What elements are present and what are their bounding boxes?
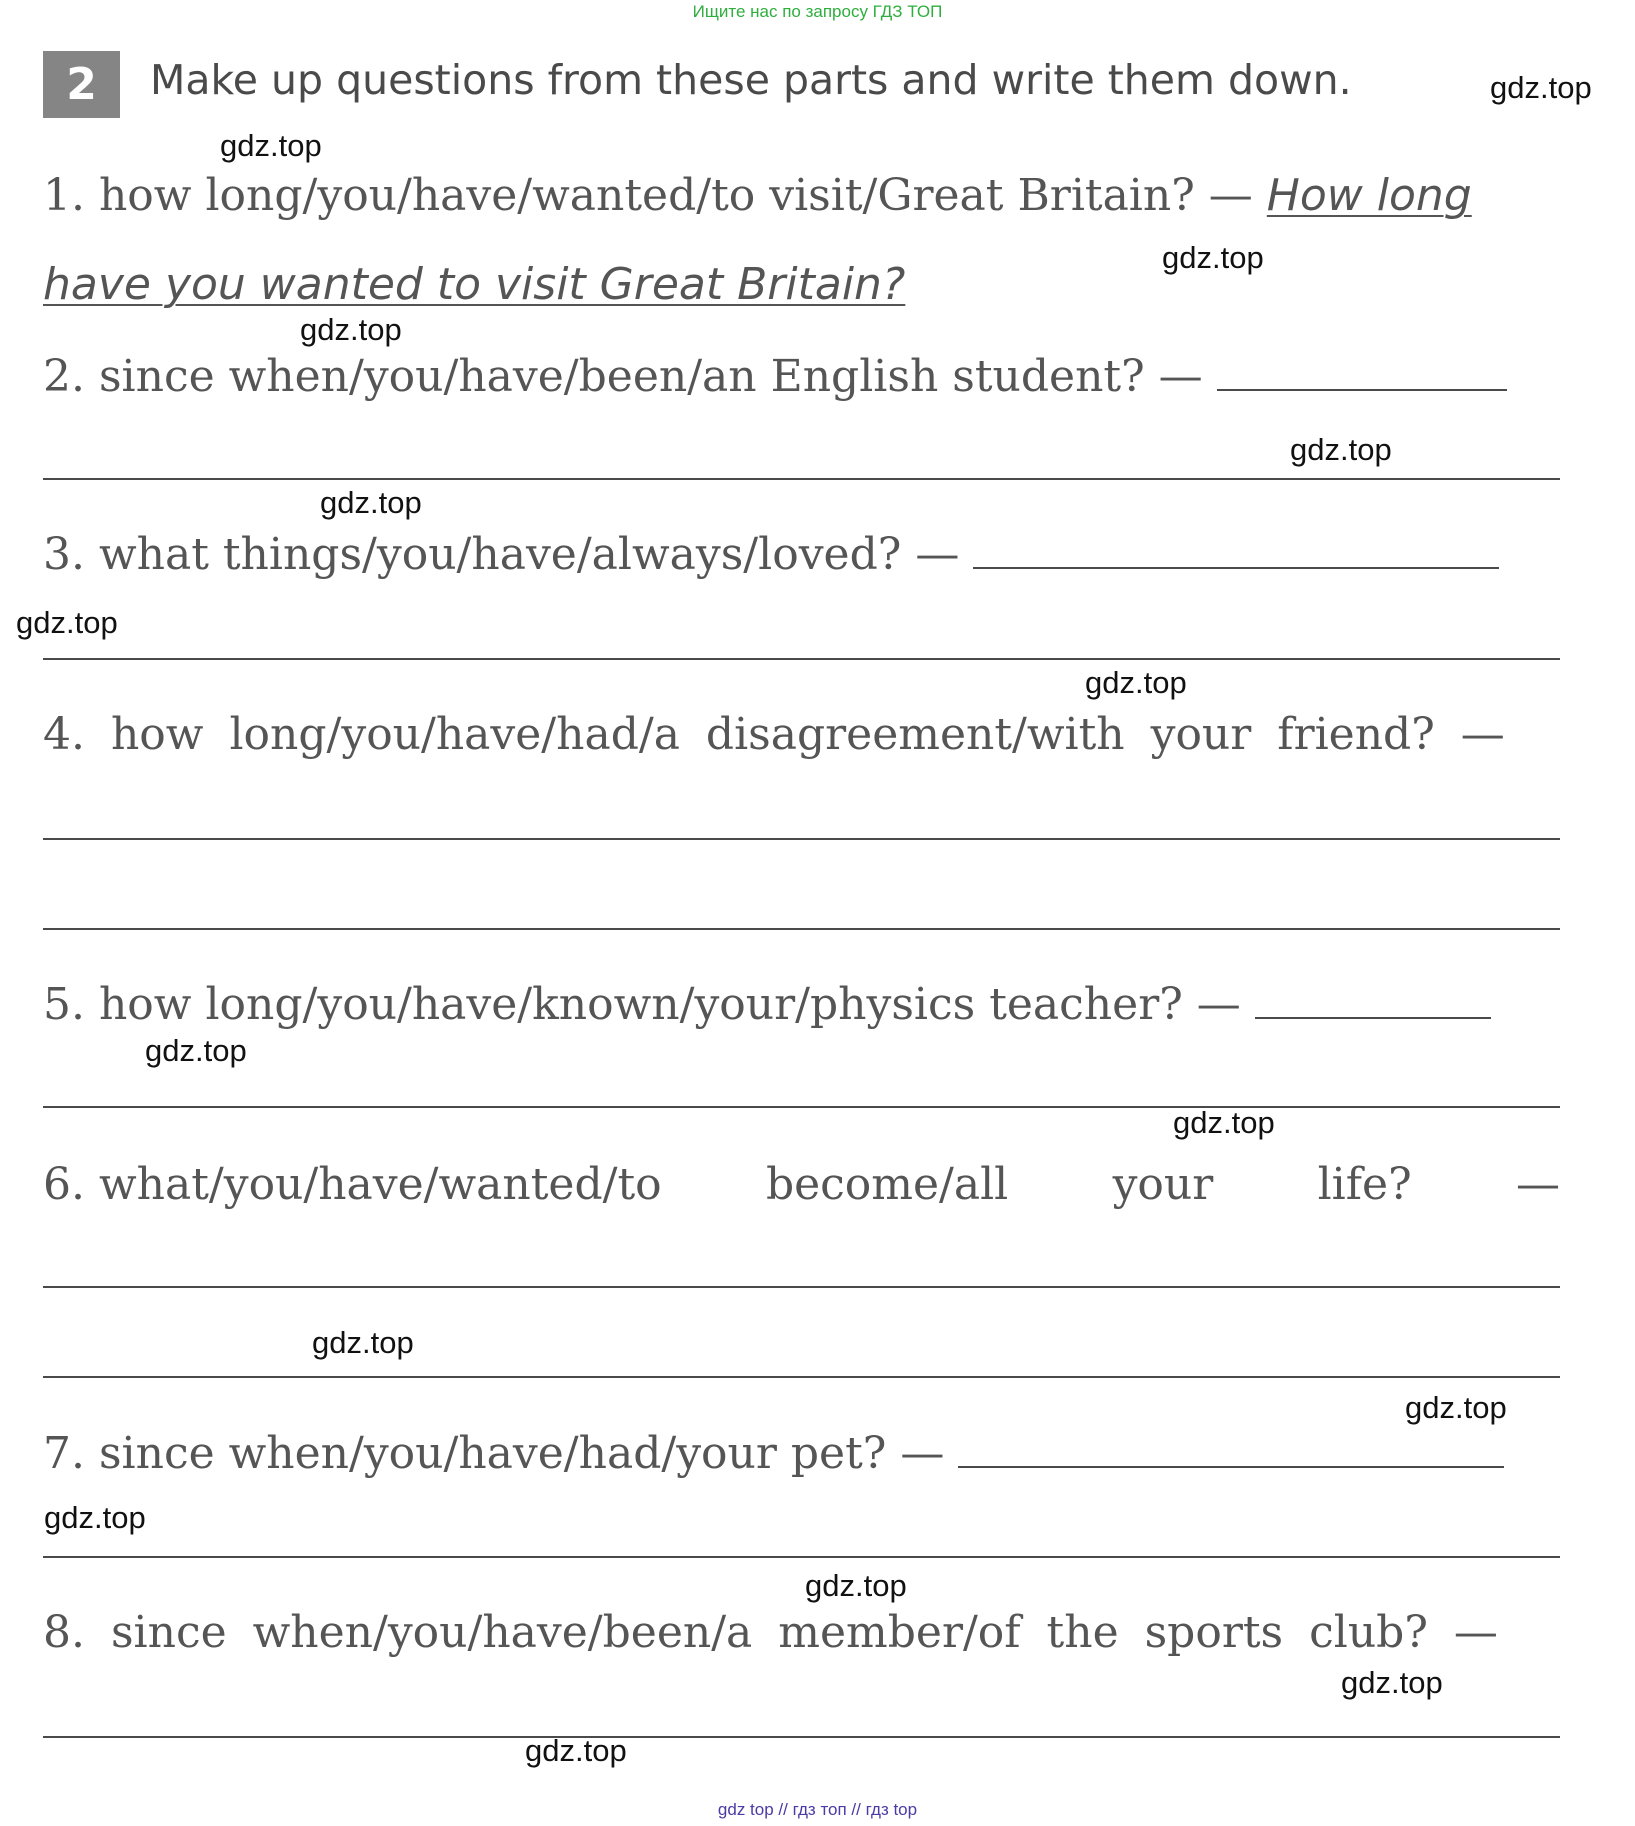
answer-blank [973, 567, 1499, 569]
answer-blank [1217, 389, 1507, 391]
question-3-text: 3. what things/you/have/always/loved? — [43, 529, 960, 580]
answer-line [43, 1286, 1560, 1288]
answer-line [43, 1376, 1560, 1378]
watermark: gdz.top [16, 605, 118, 640]
answer-line [43, 478, 1560, 480]
question-6-part: life? [1317, 1159, 1412, 1210]
question-2-text: 2. since when/you/have/been/an English student? — [43, 351, 1203, 402]
question-1-answer-start: How long [1266, 170, 1472, 221]
answer-line [43, 928, 1560, 930]
question-5-text: 5. how long/you/have/known/your/physics teacher? — [43, 979, 1241, 1030]
answer-blank [958, 1466, 1504, 1468]
exercise-instruction: Make up questions from these parts and write them down. [150, 56, 1352, 104]
watermark: gdz.top [312, 1325, 414, 1360]
question-6-part: — [1515, 1159, 1560, 1210]
watermark: gdz.top [805, 1568, 907, 1603]
question-1 [43, 169, 1560, 223]
watermark: gdz.top [1341, 1665, 1443, 1700]
answer-line [43, 838, 1560, 840]
answer-line [43, 1736, 1560, 1738]
watermark: gdz.top [1290, 432, 1392, 467]
watermark: gdz.top [44, 1500, 146, 1535]
question-6-part: become/all [765, 1159, 1009, 1210]
footer[interactable]: gdz top // гдз топ // гдз top [717, 1800, 918, 1819]
watermark: gdz.top [1173, 1105, 1275, 1140]
answer-line [43, 658, 1560, 660]
watermark: gdz.top [1405, 1390, 1507, 1425]
answer-blank [1255, 1017, 1491, 1019]
watermark: gdz.top [300, 312, 402, 347]
question-4: 4. how long/you/have/had/a disagreement/with your friend? — [43, 709, 1505, 760]
watermark: gdz.top [320, 485, 422, 520]
top-banner[interactable]: Ищите нас по запросу ГДЗ ТОП [692, 2, 943, 21]
question-6-part: your [1112, 1159, 1214, 1210]
watermark: gdz.top [1085, 665, 1187, 700]
question-6 [43, 1158, 1560, 1212]
watermark: gdz.top [1490, 70, 1592, 105]
question-5 [43, 978, 1560, 1032]
watermark: gdz.top [525, 1733, 627, 1768]
question-6-part: 6. what/you/have/wanted/to [43, 1159, 662, 1210]
question-7-text: 7. since when/you/have/had/your pet? — [43, 1428, 945, 1479]
question-7 [43, 1427, 1560, 1481]
answer-line [43, 1106, 1560, 1108]
watermark: gdz.top [220, 128, 322, 163]
question-8: 8. since when/you/have/been/a member/of the sports club? — [43, 1607, 1498, 1658]
exercise-number-badge: 2 [43, 51, 120, 118]
question-1-answer-end: have you wanted to visit Great Britain? [43, 259, 906, 310]
answer-line [43, 1556, 1560, 1558]
question-2 [43, 350, 1560, 404]
watermark: gdz.top [145, 1033, 247, 1068]
question-3 [43, 528, 1560, 582]
watermark: gdz.top [1162, 240, 1264, 275]
question-1-text: 1. how long/you/have/wanted/to visit/Great Britain? — [43, 170, 1253, 221]
